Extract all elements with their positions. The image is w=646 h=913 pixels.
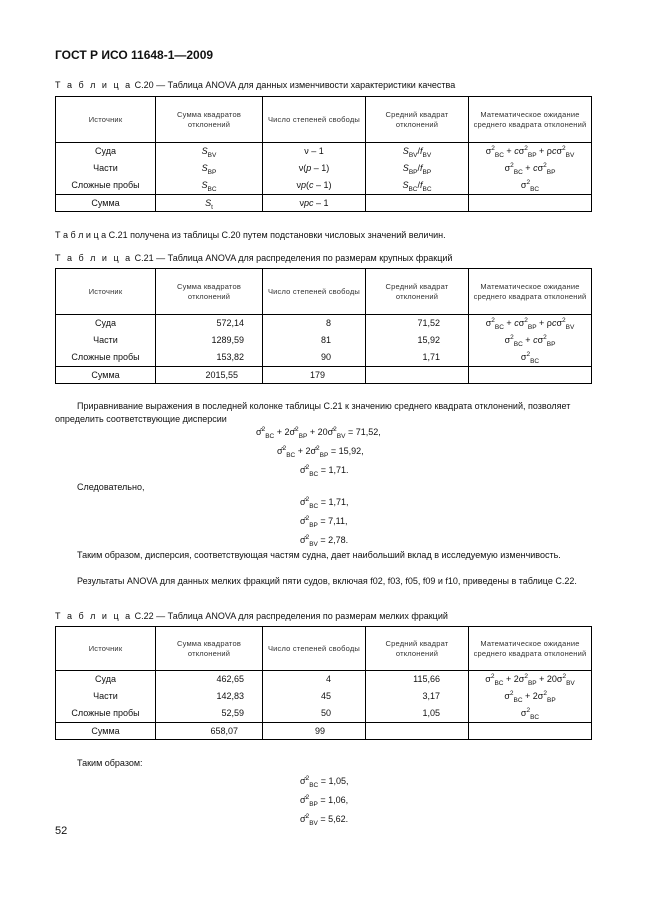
table-header-row bbox=[56, 97, 592, 143]
formula-df-bc: νp(c – 1) bbox=[296, 180, 332, 190]
ss-column bbox=[156, 315, 263, 367]
caption-prefix: Т а б л и ц а bbox=[55, 611, 133, 621]
formula-df-bv: ν – 1 bbox=[304, 146, 324, 156]
page-number: 52 bbox=[55, 825, 68, 837]
table-total-row bbox=[56, 367, 592, 384]
header-mean-square: Средний квадрат отклонений bbox=[366, 97, 469, 143]
source-vessels: Суда bbox=[95, 674, 116, 684]
header-degrees-freedom: Число степеней свободы bbox=[263, 269, 366, 315]
ms-composites: 1,71 bbox=[422, 352, 440, 362]
df-column bbox=[263, 315, 366, 367]
ss-vessels: 572,14 bbox=[216, 318, 244, 328]
formula-ems-bp: $\sigma^2_{BC} + 2\sigma^2_{BP}$ bbox=[504, 690, 556, 704]
ems-column bbox=[469, 315, 592, 367]
formula-ss-total: $S_t$ bbox=[156, 195, 263, 212]
formula-ems-bv: $\sigma^2_{BC} + c\sigma^2_{BP} + \rho c\sigma^2_{BV}$ bbox=[485, 317, 575, 331]
result-bv: σ̂$^2_{BV}$ = 2,78. bbox=[300, 534, 349, 548]
source-parts: Части bbox=[93, 691, 118, 701]
header-expected-ms: Математическое ожидание среднего квадрата отклонений bbox=[469, 627, 592, 671]
source-parts: Части bbox=[93, 163, 118, 173]
document-header: ГОСТ Р ИСО 11648-1—2009 bbox=[55, 48, 214, 62]
paragraph-conclusion: Таким образом, дисперсия, соответствующая частям судна, дает наибольший вклад в исследуемую изменчивость. bbox=[77, 550, 561, 560]
source-column bbox=[56, 315, 156, 367]
table-body-row bbox=[56, 315, 592, 367]
ms-column bbox=[366, 671, 469, 723]
formula-ems-bp: $\sigma^2_{BC} + c\sigma^2_{BP}$ bbox=[504, 162, 556, 176]
ms-parts: 15,92 bbox=[417, 335, 440, 345]
source-composites: Сложные пробы bbox=[71, 708, 140, 718]
result-bc: σ̂$^2_{BC}$ = 1,05, bbox=[300, 775, 349, 789]
header-degrees-freedom: Число степеней свободы bbox=[263, 627, 366, 671]
ms-parts: 3,17 bbox=[422, 691, 440, 701]
caption-prefix: Т а б л и ц а bbox=[55, 80, 133, 90]
formula-ems-bp: $\sigma^2_{BC} + c\sigma^2_{BP}$ bbox=[504, 334, 556, 348]
equation-2: σ̂$^2_{BC}$ + 2σ̂$^2_{BP}$ = 15,92, bbox=[277, 445, 364, 459]
ems-column bbox=[469, 671, 592, 723]
therefore-text: Следовательно, bbox=[77, 482, 145, 492]
source-vessels: Суда bbox=[95, 318, 116, 328]
formula-ems-bv: $\sigma^2_{BC} + c\sigma^2_{BP} + \rho c\sigma^2_{BV}$ bbox=[485, 145, 575, 159]
table-header-row bbox=[56, 269, 592, 315]
formula-ems-bv: $\sigma^2_{BC} + 2\sigma^2_{BP} + 20\sigma^2_{BV}$ bbox=[485, 673, 575, 687]
header-source: Источник bbox=[56, 269, 156, 315]
table-header-row bbox=[56, 627, 592, 671]
empty-cell bbox=[469, 367, 592, 384]
empty-cell bbox=[366, 367, 469, 384]
formula-ems-bc: $\sigma^2_{BC}$ bbox=[520, 707, 540, 721]
source-parts: Части bbox=[93, 335, 118, 345]
formula-ms-bp: $S_{BP}/f_{BP}$ bbox=[402, 163, 432, 176]
total-df: 99 bbox=[263, 723, 366, 740]
equation-3: σ̂$^2_{BC}$ = 1,71. bbox=[300, 464, 349, 478]
ss-parts: 142,83 bbox=[216, 691, 244, 701]
source-composites: Сложные пробы bbox=[71, 352, 140, 362]
result-bp: σ̂$^2_{BP}$ = 1,06, bbox=[300, 794, 349, 808]
df-parts: 45 bbox=[320, 691, 331, 701]
header-sum-squares: Сумма квадратов отклонений bbox=[156, 269, 263, 315]
ss-column bbox=[156, 143, 263, 195]
formula-df-total: νpc – 1 bbox=[263, 195, 366, 212]
header-mean-square: Средний квадрат отклонений bbox=[366, 269, 469, 315]
ss-vessels: 462,65 bbox=[216, 674, 244, 684]
formula-ms-bc: $S_{BC}/f_{BC}$ bbox=[402, 180, 432, 193]
total-label: Сумма bbox=[56, 367, 156, 384]
source-column bbox=[56, 671, 156, 723]
caption-text: С.21 — Таблица ANOVA для распределения по размерам крупных фракций bbox=[132, 253, 453, 263]
header-source: Источник bbox=[56, 627, 156, 671]
empty-cell bbox=[469, 723, 592, 740]
df-vessels: 4 bbox=[325, 674, 331, 684]
table-total-row bbox=[56, 723, 592, 740]
header-expected-ms: Математическое ожидание среднего квадрата отклонений bbox=[469, 97, 592, 143]
formula-ems-bc: $\sigma^2_{BC}$ bbox=[520, 351, 540, 365]
df-composites: 90 bbox=[320, 352, 331, 362]
total-df: 179 bbox=[263, 367, 366, 384]
thus-text: Таким образом: bbox=[77, 758, 143, 768]
formula-ms-bv: $S_{BV}/f_{BV}$ bbox=[402, 146, 432, 159]
header-degrees-freedom: Число степеней свободы bbox=[263, 97, 366, 143]
table-c21-caption bbox=[55, 253, 452, 263]
total-ss: 2015,55 bbox=[156, 367, 263, 384]
empty-cell bbox=[366, 723, 469, 740]
formula-ss-bp: $S_{BP}$ bbox=[201, 163, 217, 176]
total-label: Сумма bbox=[56, 723, 156, 740]
df-composites: 50 bbox=[320, 708, 331, 718]
caption-prefix: Т а б л и ц а bbox=[55, 253, 133, 263]
result-bv: σ̂$^2_{BV}$ = 5,62. bbox=[300, 813, 349, 827]
ems-column bbox=[469, 143, 592, 195]
paragraph-fine-fractions: Результаты ANOVA для данных мелких фракций пяти судов, включая f02, f03, f05, f09 и f10, приведены в таблице С.22. bbox=[77, 576, 577, 586]
ms-vessels: 71,52 bbox=[417, 318, 440, 328]
caption-text: С.22 — Таблица ANOVA для распределения по размерам мелких фракций bbox=[132, 611, 448, 621]
df-parts: 81 bbox=[320, 335, 331, 345]
empty-cell bbox=[469, 195, 592, 212]
total-label: Сумма bbox=[56, 195, 156, 212]
ss-composites: 52,59 bbox=[221, 708, 244, 718]
header-expected-ms: Математическое ожидание среднего квадрата отклонений bbox=[469, 269, 592, 315]
note-c21: Т а б л и ц а С.21 получена из таблицы С.20 путем подстановки числовых значений величин. bbox=[55, 230, 446, 240]
formula-ss-bc: $S_{BC}$ bbox=[201, 180, 217, 193]
ss-column bbox=[156, 671, 263, 723]
table-c22 bbox=[55, 626, 592, 740]
ms-column bbox=[366, 315, 469, 367]
ms-column bbox=[366, 143, 469, 195]
source-composites: Сложные пробы bbox=[71, 180, 140, 190]
total-ss: 658,07 bbox=[156, 723, 263, 740]
equation-1: σ̂$^2_{BC}$ + 2σ̂$^2_{BP}$ + 20σ̂$^2_{BV}$ = 71,52, bbox=[256, 426, 381, 440]
table-c22-caption bbox=[55, 611, 448, 621]
source-column bbox=[56, 143, 156, 195]
df-vessels: 8 bbox=[325, 318, 331, 328]
formula-ss-bv: $S_{BV}$ bbox=[201, 146, 217, 159]
table-total-row bbox=[56, 195, 592, 212]
df-column bbox=[263, 143, 366, 195]
ss-parts: 1289,59 bbox=[211, 335, 244, 345]
ss-composites: 153,82 bbox=[216, 352, 244, 362]
table-c20-caption bbox=[55, 80, 455, 90]
table-body-row bbox=[56, 671, 592, 723]
formula-ems-bc: $\sigma^2_{BC}$ bbox=[520, 179, 540, 193]
df-column bbox=[263, 671, 366, 723]
formula-df-bp: ν(p – 1) bbox=[298, 163, 330, 173]
header-sum-squares: Сумма квадратов отклонений bbox=[156, 627, 263, 671]
table-body-row bbox=[56, 143, 592, 195]
header-mean-square: Средний квадрат отклонений bbox=[366, 627, 469, 671]
header-source: Источник bbox=[56, 97, 156, 143]
header-sum-squares: Сумма квадратов отклонений bbox=[156, 97, 263, 143]
ms-vessels: 115,66 bbox=[413, 674, 440, 684]
paragraph-equate: Приравнивание выражения в последней колонке таблицы С.21 к значению среднего квадрата отклонений, позволяет определить соответствующие дисперсии bbox=[55, 401, 571, 424]
table-c21 bbox=[55, 268, 592, 384]
result-bc: σ̂$^2_{BC}$ = 1,71, bbox=[300, 496, 349, 510]
table-c20 bbox=[55, 96, 592, 212]
source-vessels: Суда bbox=[95, 146, 116, 156]
empty-cell bbox=[366, 195, 469, 212]
result-bp: σ̂$^2_{BP}$ = 7,11, bbox=[300, 515, 348, 529]
ms-composites: 1,05 bbox=[422, 708, 440, 718]
caption-text: С.20 — Таблица ANOVA для данных изменчивости характеристики качества bbox=[132, 80, 456, 90]
